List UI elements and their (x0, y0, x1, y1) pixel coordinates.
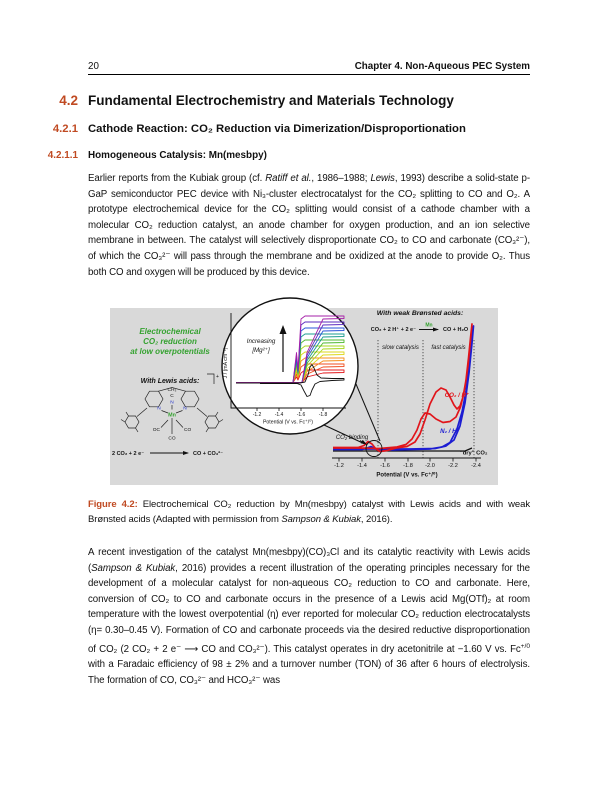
bronsted-xaxis-label: Potential (V vs. Fc⁺/⁰) (376, 472, 438, 479)
carbonyl-right-label: CO (184, 428, 192, 433)
slow-catalysis-label: slow catalysis (382, 345, 419, 351)
subsubsection-heading-4-2-1-1 (0, 150, 267, 161)
tagline-line2: CO₂ reduction (143, 337, 197, 346)
bronsted-heading: With weak Brønsted acids: (376, 310, 464, 317)
bipy-nitrogen-right: N (183, 406, 187, 412)
subsection-number: 4.2.1 (52, 123, 78, 135)
catalyst-label: Mn (425, 322, 433, 329)
tick-label: -1.8 (318, 412, 328, 418)
mg-concentration-label: [Mg²⁺] (252, 347, 270, 354)
bronsted-reactants: CO₂ + 2 H⁺ + 2 e⁻ (370, 327, 416, 333)
subsubsection-number: 4.2.1.1 (47, 150, 78, 161)
tick-label: -1.2 (334, 463, 344, 469)
inset-yaxis-label: J / (mA cm⁻²) (223, 347, 229, 379)
tick-label: -2.0 (425, 463, 435, 469)
page-number: 20 (88, 61, 99, 72)
axial-nitrogen-label: N (170, 400, 174, 406)
chapter-title: Chapter 4. Non-Aqueous PEC System (354, 61, 530, 72)
tagline-line1: Electrochemical (139, 327, 201, 336)
paragraph-2: A recent investigation of the catalyst Mn(mesbpy)(CO)₃Cl and its catalytic reactivity with Lewis acids (Sampson & Kubiak, 2016) provides a recent illustration of the operating principles necessary for the development of a molecular catalyst for non-aqueous CO₂ reduction to CO and carbonate. Here, conversion of CO₂ to CO and carbonate occurs in the presence of a Lewis acid Mg(OTf)₂ at room temperature with the lowest overpotential (η) ever reported for molecular CO₂ reduction electrocatalysts (η= 0.30–0.45 V). Formation of CO and carbonate proceeds via the desired reductive disproportionation of CO₂ (2 CO₂ + 2 e⁻ ⟶ CO and CO₃²⁻). This catalyst operates in dry acetonitrile at −1.60 V vs. $Fc^{+/0}$ with a Faradaic efficiency of 98 ± 2% and a turnover number (TON) of 36 after 6 hours of electrolysis. The formation of CO, CO₃²⁻ and HCO₃²⁻ was (88, 547, 530, 686)
nitrile-carbon-label: C (170, 394, 174, 399)
dry-co2-label: "dry" CO₂ (460, 450, 488, 457)
inset-xaxis-label: Potential (V vs. Fc⁺/⁰) (262, 419, 314, 426)
tick-label: -1.6 (380, 463, 390, 469)
figure-caption (88, 497, 530, 527)
page-header (88, 61, 530, 75)
methyl-label: CH₃ (167, 388, 177, 393)
tick-label: -2.2 (448, 463, 458, 469)
tick-label: -1.6 (296, 412, 306, 418)
lewis-reaction-products: CO + CO₃²⁻ (193, 451, 224, 457)
n2-h-label: N₂ / H⁺ (440, 428, 460, 435)
bronsted-products: CO + H₂O (443, 327, 469, 333)
charge-plus: + (216, 374, 219, 380)
co2-binding-label: CO₂ binding (335, 435, 369, 441)
tick-label: -1.4 (357, 463, 367, 469)
carbonyl-bottom-label: CO (168, 436, 176, 442)
carbonyl-left-label: OC (152, 428, 160, 433)
section-heading-4-2 (0, 93, 454, 108)
figure-4-2 (110, 288, 500, 488)
subsubsection-title: Homogeneous Catalysis: Mn(mesbpy) (88, 150, 267, 161)
bipy-nitrogen-left: N (157, 406, 161, 412)
manganese-label: Mn (168, 412, 176, 419)
lewis-reaction-reactants: 2 CO₂ + 2 e⁻ (112, 451, 145, 457)
figure-graphic (110, 288, 500, 488)
subsection-heading-4-2-1 (0, 123, 466, 135)
tick-label: -1.8 (403, 463, 413, 469)
lewis-acids-heading: With Lewis acids: (140, 378, 200, 385)
tick-label: -2.4 (471, 463, 481, 469)
increasing-label: Increasing (246, 338, 276, 345)
tagline-line3: at low overpotentials (130, 347, 210, 356)
subsection-title: Cathode Reaction: CO₂ Reduction via Dimerization/Disproportionation (88, 123, 466, 135)
tick-label: -1.2 (252, 412, 262, 418)
section-number: 4.2 (59, 93, 78, 108)
figure-caption-text: Electrochemical CO₂ reduction by Mn(mesbpy) catalyst with Lewis acids and with weak Brønsted acids (Adapted with permission from Sampson & Kubiak, 2016). (88, 499, 530, 526)
section-title: Fundamental Electrochemistry and Materials Technology (88, 93, 454, 108)
paragraph-1: Earlier reports from the Kubiak group (cf. Ratiff et al., 1986–1988; Lewis, 1993) describe a solid-state p-GaP semiconductor PEC device with Ni₃-cluster electrocatalyst for the CO₂ splitting to CO and O₂. A prototype electrochemical device for the CO₂ splitting would consist of a cathode chamber with a molecular CO₂ reduction catalyst, an anode chamber for oxygen production, and an ion selective membrane in between. The catalyst will selectively disproportionate CO₂ to CO and carbonate (CO₃²⁻), of which the CO₃²⁻ will pass through the membrane and be oxidized at the anode to provide O₂. Thus both CO and oxygen will be produced by this device. (88, 173, 531, 278)
fast-catalysis-label: fast catalysis (431, 345, 466, 351)
figure-caption-label: Figure 4.2: (88, 499, 138, 510)
co2-h-label: CO₂ / H⁺ (444, 392, 470, 399)
tick-label: -1.4 (274, 412, 284, 418)
